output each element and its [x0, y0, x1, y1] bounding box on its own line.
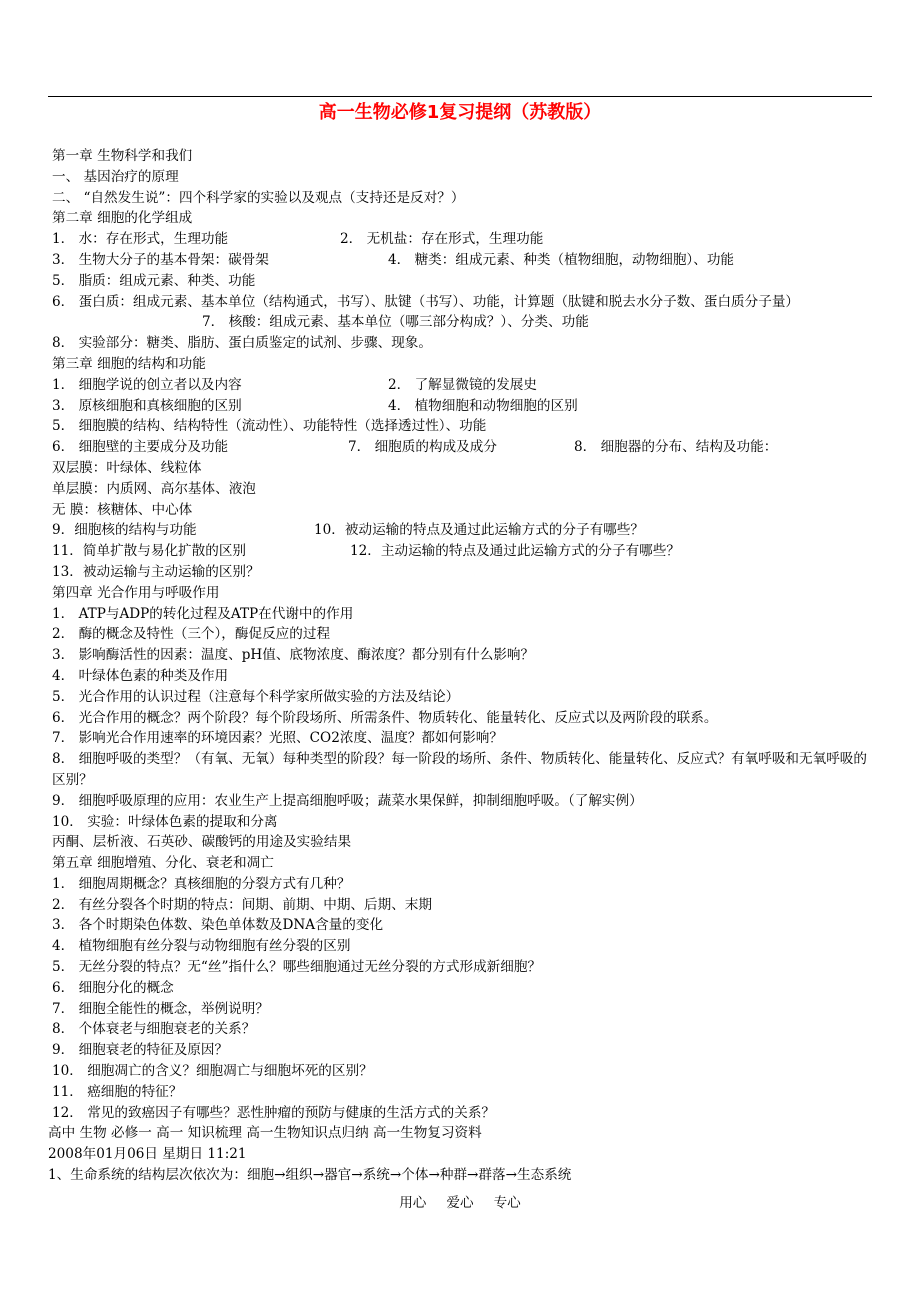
outline-line: 6． 光合作用的概念？两个阶段？每个阶段场所、所需条件、物质转化、能量转化、反应式以及两阶段的联系。: [52, 709, 718, 726]
outline-line: 5． 光合作用的认识过程（注意每个科学家所做实验的方法及结论）: [52, 688, 460, 705]
outline-line: 11． 癌细胞的特征？: [52, 1083, 183, 1100]
outline-line: 高中 生物 必修一 高一 知识梳理 高一生物知识点归纳 高一生物复习资料: [48, 1125, 482, 1142]
outline-line: 5． 细胞膜的结构、结构特性（流动性）、功能特性（选择透过性）、功能: [52, 418, 487, 435]
outline-body: [48, 146, 872, 1186]
outline-line: 2． 酶的概念及特性（三个），酶促反应的过程: [52, 626, 331, 643]
outline-line: 3． 原核细胞和真核细胞的区别 4． 植物细胞和动物细胞的区别: [52, 397, 578, 414]
outline-line: 1． 细胞学说的创立者以及内容 2． 了解显微镜的发展史: [52, 376, 537, 393]
outline-line: 双层膜：叶绿体、线粒体: [52, 459, 202, 476]
header-rule: [48, 96, 872, 97]
outline-line: 第一章 生物科学和我们: [52, 148, 193, 164]
outline-line: 第五章 细胞增殖、分化、衰老和凋亡: [52, 855, 274, 872]
outline-line: 3． 影响酶活性的因素：温度、pH值、底物浓度、酶浓度？都分别有什么影响？: [52, 647, 535, 664]
outline-line: 2008年01月06日 星期日 11:21: [48, 1146, 247, 1163]
outline-line: 5． 脂质：组成元素、种类、功能: [52, 272, 256, 289]
footer-word: 用心: [399, 1195, 427, 1211]
outline-line: 单层膜：内质网、高尔基体、液泡: [52, 480, 256, 497]
outline-line: 7． 细胞全能性的概念，举例说明？: [52, 1000, 269, 1017]
outline-line: 4． 植物细胞有丝分裂与动物细胞有丝分裂的区别: [52, 938, 351, 955]
outline-line: 8． 实验部分：糖类、脂肪、蛋白质鉴定的试剂、步骤、现象。: [52, 335, 432, 352]
outline-line: 2． 有丝分裂各个时期的特点：间期、前期、中期、后期、末期: [52, 896, 432, 913]
outline-line: 1． 水：存在形式，生理功能 2． 无机盐：存在形式，生理功能: [52, 231, 544, 248]
outline-line: 第二章 细胞的化学组成: [52, 210, 193, 227]
outline-line: 9． 细胞呼吸原理的应用：农业生产上提高细胞呼吸；蔬菜水果保鲜，抑制细胞呼吸。（了解实例）: [52, 792, 643, 809]
outline-line: 1． ATP与ADP的转化过程及ATP在代谢中的作用: [52, 605, 354, 622]
outline-line: 二、 “自然发生说”：四个科学家的实验以及观点（支持还是反对？）: [52, 189, 465, 206]
outline-line: 4． 叶绿体色素的种类及作用: [52, 667, 229, 684]
outline-line: 8． 细胞呼吸的类型？（有氧、无氧）每种类型的阶段？每一阶段的场所、条件、物质转化、能量转化、反应式？有氧呼吸和无氧呼吸的区别？: [52, 751, 867, 788]
outline-line: 丙酮、层析液、石英砂、碳酸钙的用途及实验结果: [52, 834, 352, 851]
outline-line: 6． 蛋白质：组成元素、基本单位（结构通式，书写）、肽键（书写）、功能，计算题（肽键和脱去水分子数、蛋白质分子量）7． 核酸：组成元素、基本单位（哪三部分构成？）、分类、功能: [52, 293, 800, 331]
outline-line: 第四章 光合作用与呼吸作用: [52, 584, 220, 601]
outline-line: 6． 细胞壁的主要成分及功能 7． 细胞质的构成及成分 8． 细胞器的分布、结构及功能：: [52, 439, 778, 456]
outline-line: 第三章 细胞的结构和功能: [52, 355, 206, 372]
outline-line: 3． 各个时期染色体数、染色单体数及DNA含量的变化: [52, 917, 384, 934]
outline-line: 8． 个体衰老与细胞衰老的关系？: [52, 1021, 256, 1038]
outline-line: 12． 常见的致癌因子有哪些？恶性肿瘤的预防与健康的生活方式的关系？: [52, 1104, 496, 1121]
outline-line: 无 膜：核糖体、中心体: [52, 501, 193, 518]
footer-word: 爱心: [446, 1195, 474, 1211]
outline-line: 9．细胞核的结构与功能 10．被动运输的特点及通过此运输方式的分子有哪些？: [52, 522, 644, 539]
outline-line: 1． 细胞周期概念？真核细胞的分裂方式有几种？: [52, 875, 351, 892]
outline-line: 13．被动运输与主动运输的区别？: [52, 563, 260, 580]
outline-line: 一、 基因治疗的原理: [52, 168, 179, 185]
outline-line: 10． 实验：叶绿体色素的提取和分离: [52, 813, 278, 830]
outline-line: 7． 影响光合作用速率的环境因素？光照、CO2浓度、温度？都如何影响？: [52, 730, 503, 747]
page-footer: [0, 1193, 920, 1213]
outline-line: 3． 生物大分子的基本骨架：碳骨架 4． 糖类：组成元素、种类（植物细胞，动物细胞）、功能: [52, 251, 735, 268]
outline-line: 10． 细胞凋亡的含义？细胞凋亡与细胞坏死的区别？: [52, 1063, 373, 1080]
document-title: 高一生物必修1复习提纲（苏教版）: [318, 102, 602, 123]
outline-line: 1、生命系统的结构层次依次为：细胞→组织→器官→系统→个体→种群→群落→生态系统: [48, 1167, 572, 1184]
outline-line: 9． 细胞衰老的特征及原因？: [52, 1042, 229, 1059]
outline-line: 5． 无丝分裂的特点？无“丝”指什么？哪些细胞通过无丝分裂的方式形成新细胞？: [52, 959, 542, 976]
footer-word: 专心: [493, 1195, 521, 1211]
outline-line: 11．简单扩散与易化扩散的区别 12．主动运输的特点及通过此运输方式的分子有哪些？: [52, 543, 680, 560]
outline-line: 6． 细胞分化的概念: [52, 979, 174, 996]
